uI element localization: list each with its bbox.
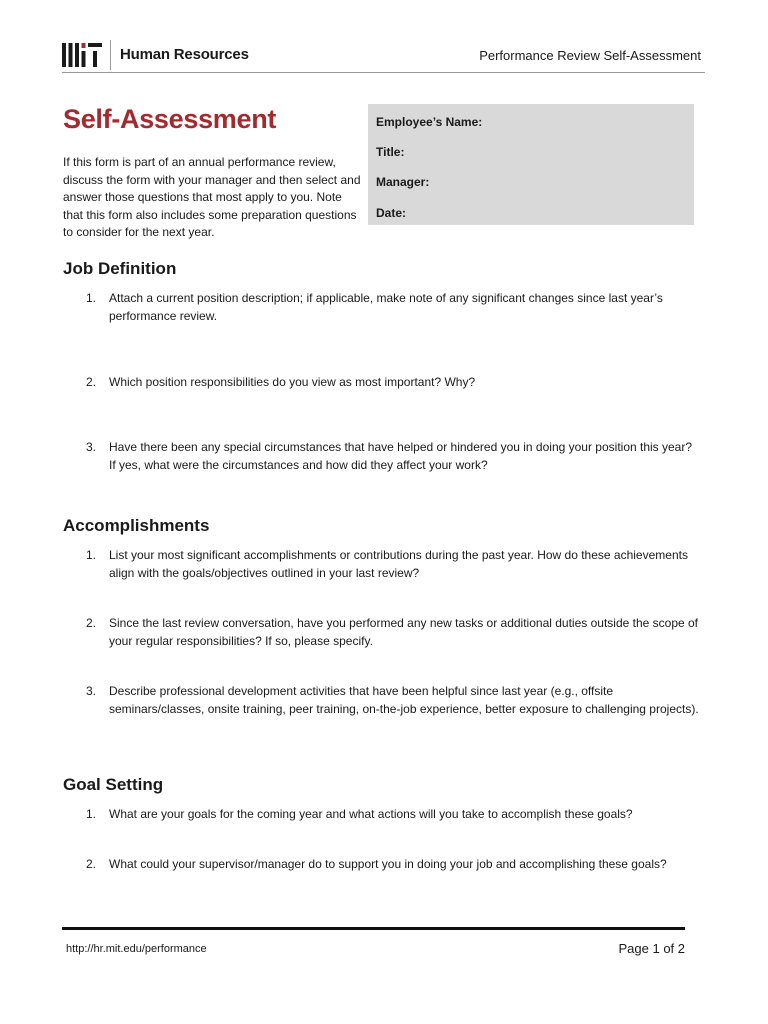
employee-info-box (368, 104, 694, 225)
question-text: Since the last review conversation, have you performed any new tasks or additional duties outside the scope of your regular responsibilities? If so, please specify. (109, 616, 699, 648)
question-text: What are your goals for the coming year and what actions will you take to accomplish these goals? (109, 807, 633, 821)
footer-rule (62, 927, 685, 930)
question-text: Attach a current position description; if applicable, make note of any significant changes since last year’s performance review. (109, 291, 663, 323)
question-text: Describe professional development activities that have been helpful since last year (e.g., offsite seminars/classes, onsite training, peer training, on-the-job experience, better exposure to challenging projects). (109, 684, 699, 716)
document-title: Performance Review Self-Assessment (479, 48, 701, 63)
mit-logo (62, 43, 102, 67)
section-title-goal-setting: Goal Setting (63, 775, 164, 794)
title-label: Title: (376, 145, 405, 159)
question-text: Which position responsibilities do you view as most important? Why? (109, 375, 476, 389)
header-divider (110, 40, 111, 70)
question-number: 2. (86, 616, 97, 630)
question-number: 1. (86, 807, 97, 821)
section-title-accomplishments: Accomplishments (63, 516, 210, 535)
question-number: 3. (86, 440, 97, 454)
question-text: Have there been any special circumstances that have helped or hindered you in doing your position this year? If yes, what were the circumstances and how did they affect your work? (109, 440, 693, 472)
intro-paragraph: If this form is part of an annual performance review, discuss the form with your manager and then select and answer those questions that most apply to you. Note that this form also includes some preparation questions to consider for the next year. (63, 155, 361, 239)
page-header (62, 40, 705, 73)
question-number: 2. (86, 857, 97, 871)
question-number: 2. (86, 375, 97, 389)
footer-url-link[interactable]: http://hr.mit.edu/performance (66, 943, 207, 955)
manager-label: Manager: (376, 175, 430, 189)
page-title: Self-Assessment (63, 104, 277, 134)
question-number: 1. (86, 548, 97, 562)
page-number: Page 1 of 2 (618, 941, 685, 956)
question-number: 1. (86, 291, 97, 305)
question-text: List your most significant accomplishments or contributions during the past year. How do these achievements align with the goals/objectives outlined in your last review? (109, 548, 688, 580)
section-title-job-definition: Job Definition (63, 259, 177, 278)
department-name: Human Resources (120, 46, 249, 63)
question-text: What could your supervisor/manager do to support you in doing your job and accomplishing these goals? (109, 857, 667, 871)
date-label: Date: (376, 206, 407, 220)
employee-name-label: Employee’s Name: (376, 115, 483, 129)
question-number: 3. (86, 684, 97, 698)
